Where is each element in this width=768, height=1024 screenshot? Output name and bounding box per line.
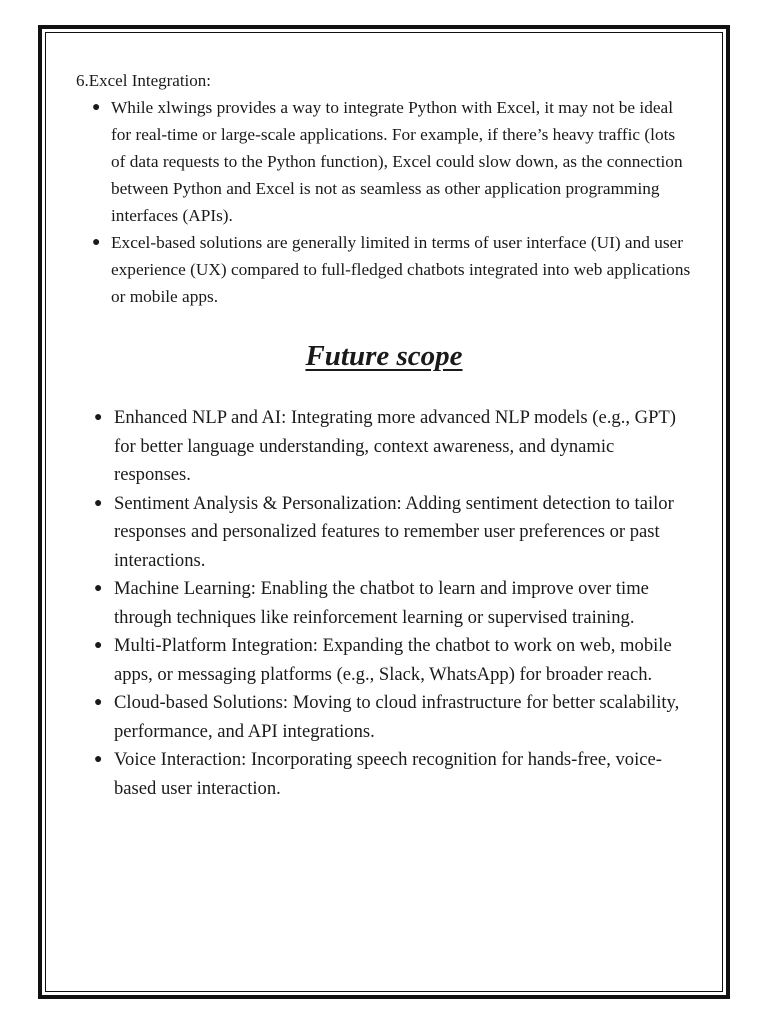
list-item [94,689,684,746]
bullet-icon: ● [94,752,103,767]
list-item [94,575,684,632]
bullet-icon: ● [94,495,103,511]
list-item [92,94,693,229]
list-item-text: Excel-based solutions are generally limited in terms of user interface (UI) and user experience (UX) compared to full-fledged chatbots integrated into web applications or mobile apps. [111,233,691,306]
list-item-text: Enhanced NLP and AI: Integrating more advanced NLP models (e.g., GPT) for better language understanding, context awareness, and dynamic responses. [114,407,676,485]
excel-integration-heading: 6.Excel Integration: [76,71,212,90]
list-item-text: Multi-Platform Integration: Expanding the chatbot to work on web, mobile apps, or messaging platforms (e.g., Slack, WhatsApp) for broader reach. [114,635,672,685]
bullet-icon: ● [94,638,103,653]
bullet-icon: ● [92,235,101,250]
list-item [94,632,684,689]
excel-integration-list [92,94,696,310]
future-scope-title: Future scope [305,340,463,372]
bullet-icon: ● [92,100,101,115]
list-item [92,229,693,310]
page-content [76,68,696,799]
bullet-icon: ● [94,581,103,596]
list-item [94,746,684,803]
future-scope-list [94,404,684,803]
list-item [94,404,684,490]
list-item-text: Cloud-based Solutions: Moving to cloud infrastructure for better scalability, performance, and API integrations. [114,692,680,742]
list-item [94,490,684,576]
list-item-text: Sentiment Analysis & Personalization: Adding sentiment detection to tailor responses and personalized features to remember user preferences or past interactions. [114,492,674,571]
list-item-text: Voice Interaction: Incorporating speech recognition for hands-free, voice-based user interaction. [114,749,662,799]
bullet-icon: ● [94,695,103,710]
list-item-text: Machine Learning: Enabling the chatbot to learn and improve over time through techniques like reinforcement learning or supervised training. [114,578,649,628]
list-item-text: While xlwings provides a way to integrate Python with Excel, it may not be ideal for real-time or large-scale applications. For example, if there’s heavy traffic (lots of data requests to the Python function), Excel could slow down, as the connection between Python and Excel is not as seamless as other application programming interfaces (APIs). [111,98,683,225]
bullet-icon: ● [94,410,103,425]
